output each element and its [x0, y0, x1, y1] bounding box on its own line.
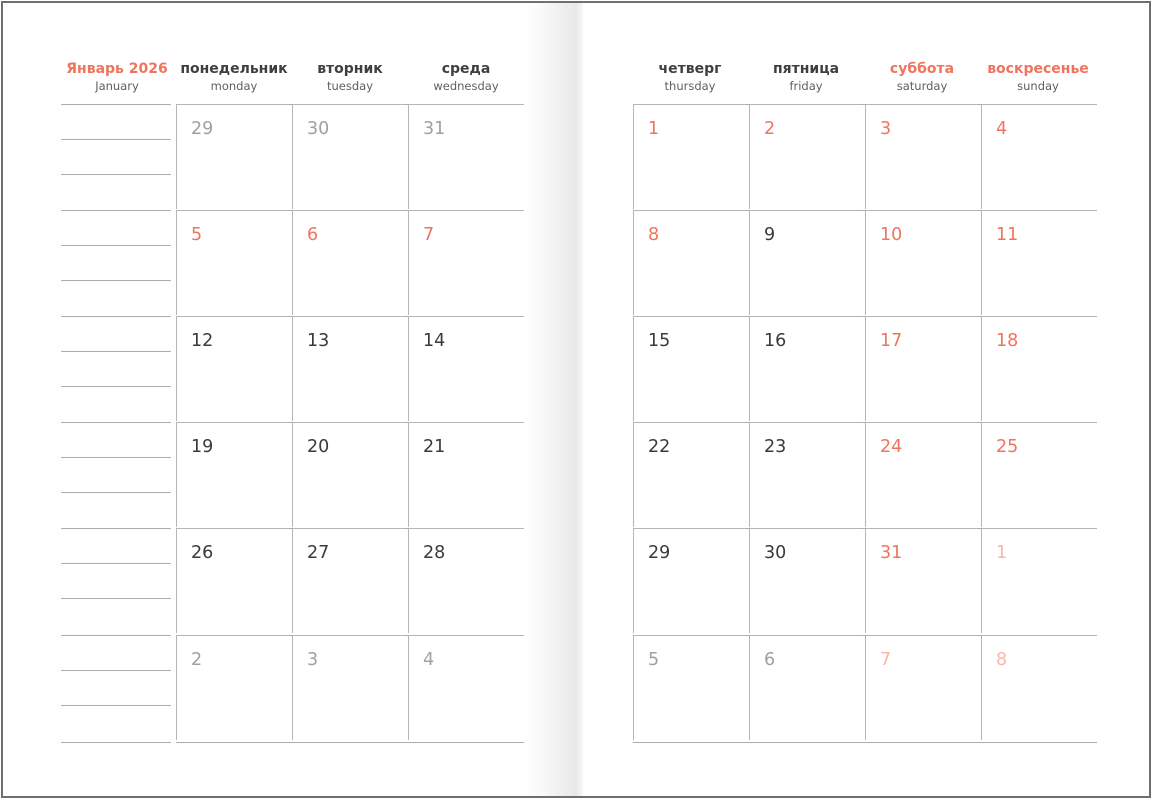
- note-line: [61, 280, 171, 281]
- day-number: 29: [648, 543, 671, 563]
- day-number: 5: [648, 650, 660, 670]
- day-cell[interactable]: [749, 528, 862, 633]
- day-number: 22: [648, 437, 671, 457]
- day-cell[interactable]: [981, 210, 1097, 315]
- day-cell[interactable]: [292, 316, 405, 421]
- day-cell[interactable]: [981, 528, 1097, 633]
- month-subtitle: January: [95, 79, 139, 93]
- weekday-en: thursday: [664, 79, 716, 93]
- note-line: [61, 528, 171, 529]
- weekday-header-friday: [750, 59, 862, 93]
- day-cell[interactable]: [292, 635, 405, 740]
- note-line: [61, 422, 171, 423]
- day-number: 2: [764, 119, 776, 139]
- day-cell[interactable]: [408, 316, 524, 421]
- day-number: 29: [191, 119, 214, 139]
- note-line: [61, 635, 171, 636]
- day-cell[interactable]: [176, 422, 289, 527]
- month-title: Январь 2026: [66, 61, 168, 77]
- day-number: 6: [764, 650, 776, 670]
- note-line: [61, 174, 171, 175]
- day-number: 3: [880, 119, 892, 139]
- weekday-en: monday: [210, 79, 258, 93]
- day-cell[interactable]: [865, 635, 978, 740]
- day-number: 3: [307, 650, 319, 670]
- day-cell[interactable]: [981, 422, 1097, 527]
- note-line: [61, 457, 171, 458]
- day-number: 5: [191, 225, 203, 245]
- weekday-header-thursday: [634, 59, 746, 93]
- day-cell[interactable]: [633, 528, 746, 633]
- day-cell[interactable]: [865, 316, 978, 421]
- day-number: 7: [423, 225, 435, 245]
- month-header: [61, 59, 173, 93]
- note-line: [61, 705, 171, 706]
- grid-bottom-line: [633, 742, 1097, 743]
- note-line: [61, 386, 171, 387]
- day-number: 4: [996, 119, 1008, 139]
- grid-bottom-line: [176, 742, 524, 743]
- weekday-ru: суббота: [889, 61, 955, 77]
- book-spine-shadow: [523, 3, 583, 796]
- day-cell[interactable]: [865, 104, 978, 209]
- day-number: 17: [880, 331, 903, 351]
- weekday-ru: среда: [441, 61, 491, 77]
- day-cell[interactable]: [292, 528, 405, 633]
- weekday-header-monday: [178, 59, 290, 93]
- day-cell[interactable]: [865, 210, 978, 315]
- day-number: 8: [648, 225, 660, 245]
- day-cell[interactable]: [749, 422, 862, 527]
- day-cell[interactable]: [292, 104, 405, 209]
- note-line: [61, 670, 171, 671]
- day-cell[interactable]: [981, 104, 1097, 209]
- note-line: [61, 598, 171, 599]
- day-cell[interactable]: [865, 422, 978, 527]
- weekday-ru: пятница: [772, 61, 840, 77]
- note-line: [61, 742, 171, 743]
- day-cell[interactable]: [981, 635, 1097, 740]
- weekday-header-saturday: [866, 59, 978, 93]
- day-cell[interactable]: [292, 422, 405, 527]
- day-cell[interactable]: [292, 210, 405, 315]
- note-line: [61, 351, 171, 352]
- note-line: [61, 563, 171, 564]
- planner-spread: [1, 1, 1151, 798]
- day-number: 4: [423, 650, 435, 670]
- day-number: 13: [307, 331, 330, 351]
- note-line: [61, 316, 171, 317]
- day-cell[interactable]: [633, 422, 746, 527]
- day-number: 28: [423, 543, 446, 563]
- day-cell[interactable]: [408, 635, 524, 740]
- day-number: 23: [764, 437, 787, 457]
- day-cell[interactable]: [176, 528, 289, 633]
- day-cell[interactable]: [408, 210, 524, 315]
- day-cell[interactable]: [981, 316, 1097, 421]
- day-cell[interactable]: [408, 104, 524, 209]
- weekday-ru: четверг: [658, 61, 722, 77]
- note-line: [61, 104, 171, 105]
- day-cell[interactable]: [633, 210, 746, 315]
- day-number: 10: [880, 225, 903, 245]
- note-line: [61, 210, 171, 211]
- note-line: [61, 492, 171, 493]
- day-number: 25: [996, 437, 1019, 457]
- day-number: 21: [423, 437, 446, 457]
- day-cell[interactable]: [408, 528, 524, 633]
- day-cell[interactable]: [176, 316, 289, 421]
- weekday-en: friday: [789, 79, 823, 93]
- day-number: 27: [307, 543, 330, 563]
- day-number: 6: [307, 225, 319, 245]
- day-cell[interactable]: [633, 104, 746, 209]
- weekday-en: sunday: [1017, 79, 1059, 93]
- day-cell[interactable]: [176, 635, 289, 740]
- day-number: 19: [191, 437, 214, 457]
- day-number: 7: [880, 650, 892, 670]
- weekday-header-wednesday: [410, 59, 522, 93]
- weekday-ru: вторник: [317, 61, 383, 77]
- weekday-en: saturday: [896, 79, 948, 93]
- weekday-en: tuesday: [326, 79, 374, 93]
- day-number: 18: [996, 331, 1019, 351]
- day-number: 14: [423, 331, 446, 351]
- weekday-ru: понедельник: [180, 61, 288, 77]
- day-number: 15: [648, 331, 671, 351]
- day-number: 2: [191, 650, 203, 670]
- day-number: 8: [996, 650, 1008, 670]
- day-number: 31: [880, 543, 903, 563]
- day-cell[interactable]: [176, 210, 289, 315]
- day-cell[interactable]: [176, 104, 289, 209]
- weekday-header-sunday: [982, 59, 1094, 93]
- day-number: 20: [307, 437, 330, 457]
- day-number: 11: [996, 225, 1019, 245]
- day-number: 30: [764, 543, 787, 563]
- day-number: 30: [307, 119, 330, 139]
- day-number: 24: [880, 437, 903, 457]
- weekday-ru: воскресенье: [987, 61, 1089, 77]
- day-cell[interactable]: [633, 316, 746, 421]
- day-cell[interactable]: [865, 528, 978, 633]
- day-number: 16: [764, 331, 787, 351]
- day-cell[interactable]: [749, 104, 862, 209]
- day-number: 26: [191, 543, 214, 563]
- day-number: 1: [648, 119, 660, 139]
- weekday-header-tuesday: [294, 59, 406, 93]
- note-line: [61, 139, 171, 140]
- day-cell[interactable]: [633, 635, 746, 740]
- day-number: 1: [996, 543, 1008, 563]
- day-cell[interactable]: [749, 635, 862, 740]
- day-number: 9: [764, 225, 776, 245]
- day-cell[interactable]: [749, 316, 862, 421]
- day-cell[interactable]: [749, 210, 862, 315]
- day-number: 12: [191, 331, 214, 351]
- day-cell[interactable]: [408, 422, 524, 527]
- note-line: [61, 245, 171, 246]
- day-number: 31: [423, 119, 446, 139]
- weekday-en: wednesday: [433, 79, 499, 93]
